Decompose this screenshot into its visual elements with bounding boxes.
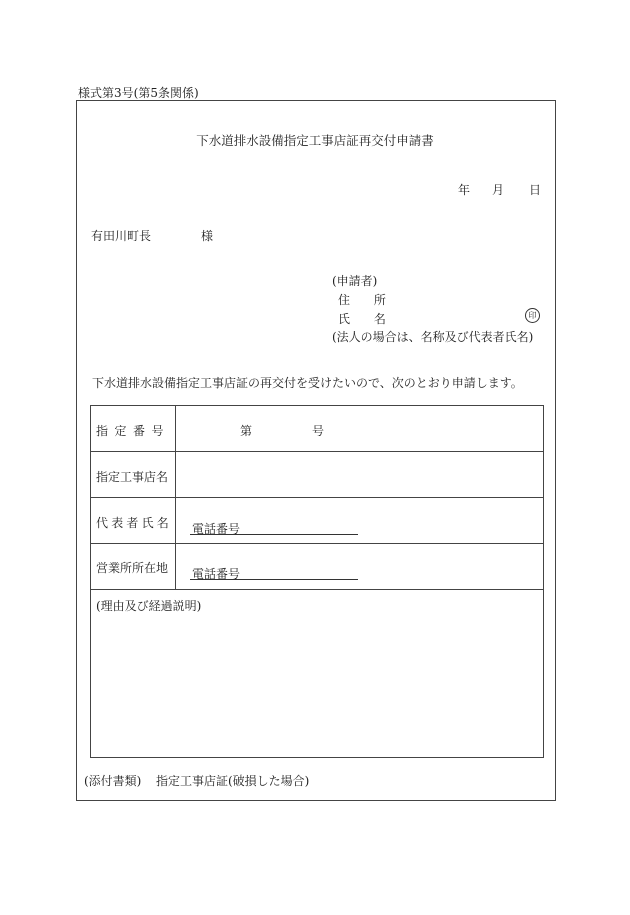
office-phone-label: 電話番号 (192, 567, 241, 581)
office-location-input[interactable] (179, 547, 539, 563)
contractor-name-input[interactable] (179, 456, 539, 492)
recipient-honorific: 様 (201, 229, 214, 243)
applicant-heading: (申請者) (332, 274, 378, 288)
application-table (90, 405, 544, 758)
applicant-corporate-note: (法人の場合は、名称及び代表者氏名) (332, 330, 534, 344)
seal-icon: 印 (525, 308, 540, 323)
contractor-name-label: 指定工事店名 (96, 470, 169, 484)
request-statement: 下水道排水設備指定工事店証の再交付を受けたいので、次のとおり申請します。 (92, 376, 523, 390)
attachment-label: (添付書類) (84, 774, 142, 788)
representative-phone-label: 電話番号 (192, 522, 241, 536)
date-day-field[interactable]: 日 (529, 183, 542, 197)
reason-label: (理由及び経過説明) (96, 599, 202, 613)
document-title: 下水道排水設備指定工事店証再交付申請書 (196, 133, 434, 148)
representative-name-label: 代表者氏名 (96, 516, 173, 530)
date-year-field[interactable]: 年 (458, 183, 471, 197)
office-location-label: 営業所所在地 (96, 561, 169, 575)
designation-number-suffix: 号 (312, 424, 325, 438)
attachment-value: 指定工事店証(破損した場合) (156, 774, 310, 788)
applicant-name-field[interactable]: 氏 名 (338, 312, 396, 326)
applicant-address-field[interactable]: 住 所 (338, 293, 396, 307)
form-number-label: 様式第3号(第5条関係) (78, 86, 199, 100)
reason-textarea[interactable] (95, 618, 539, 752)
representative-phone-underline (190, 534, 358, 535)
table-row-divider (91, 497, 543, 498)
table-row-divider (91, 451, 543, 452)
date-month-field[interactable]: 月 (492, 183, 505, 197)
table-row-divider (91, 589, 543, 590)
table-row-divider (91, 543, 543, 544)
designation-number-input[interactable] (254, 416, 308, 440)
designation-number-label: 指定番号 (96, 424, 171, 438)
representative-name-input[interactable] (179, 501, 539, 517)
designation-number-prefix: 第 (240, 424, 253, 438)
recipient-name: 有田川町長 (91, 229, 152, 243)
office-phone-underline (190, 579, 358, 580)
